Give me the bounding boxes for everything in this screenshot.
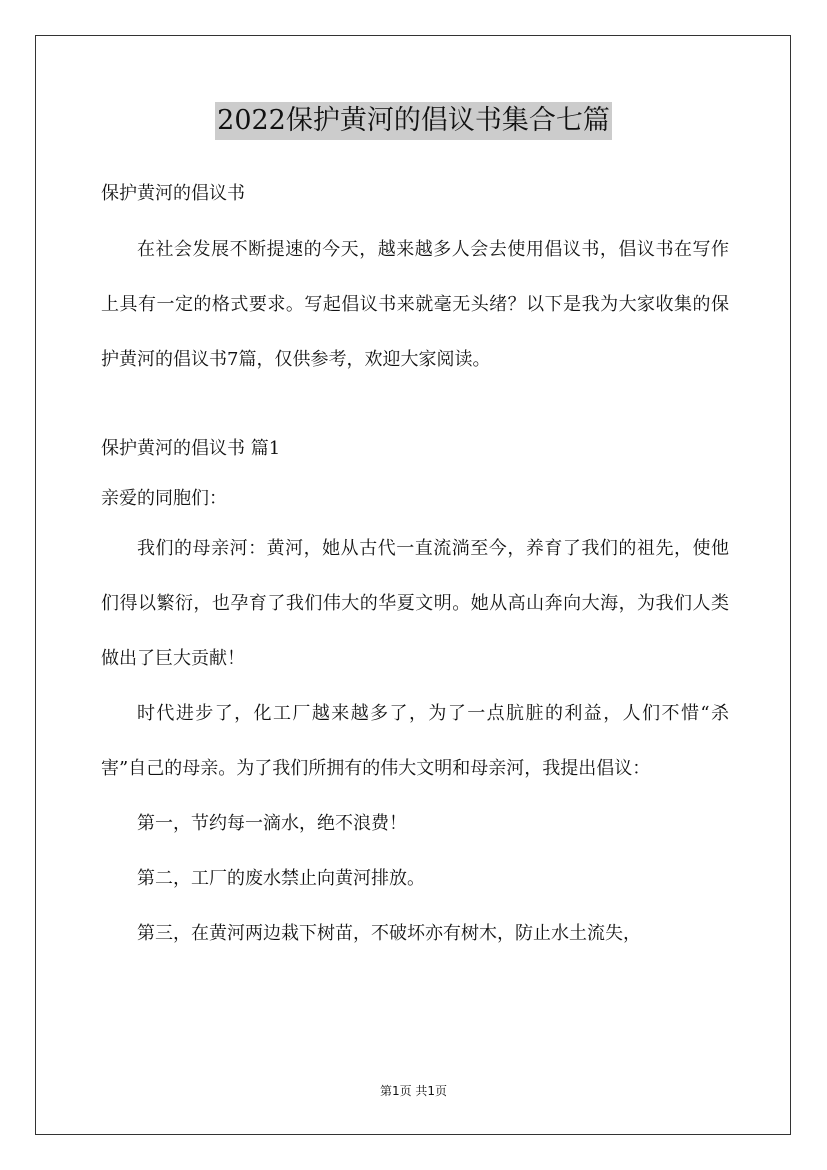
proposal-item: 第二，工厂的废水禁止向黄河排放。: [137, 868, 425, 889]
proposal-item: 第一，节约每一滴水，绝不浪费！: [137, 813, 407, 834]
intro-paragraph: 在社会发展不断提速的今天，越来越多人会去使用倡议书，倡议书在写作上具有一定的格式要求。写起倡议书来就毫无头绪？以下是我为大家收集的保护黄河的倡议书7篇，仅供参考，欢迎大家阅读。: [101, 239, 729, 370]
salutation: 亲爱的同胞们：: [101, 488, 227, 509]
title-container: [0, 102, 827, 140]
body-paragraph: 我们的母亲河：黄河，她从古代一直流淌至今，养育了我们的祖先，使他们得以繁衍，也孕育了我们伟大的华夏文明。她从高山奔向大海，为我们人类做出了巨大贡献！: [101, 538, 729, 669]
body-paragraph: 时代进步了，化工厂越来越多了，为了一点肮脏的利益，人们不惜“杀害”自己的母亲。为了我们所拥有的伟大文明和母亲河，我提出倡议：: [101, 703, 729, 779]
document-title: 2022保护黄河的倡议书集合七篇: [215, 102, 612, 140]
document-heading: 保护黄河的倡议书: [101, 183, 245, 204]
section-heading: 保护黄河的倡议书 篇1: [101, 438, 281, 459]
document-body: [101, 172, 729, 961]
proposal-item: 第三，在黄河两边栽下树苗，不破坏亦有树木，防止水土流失，: [137, 923, 641, 944]
page-number: 第1页 共1页: [379, 1084, 448, 1098]
section-gap: [101, 387, 729, 423]
